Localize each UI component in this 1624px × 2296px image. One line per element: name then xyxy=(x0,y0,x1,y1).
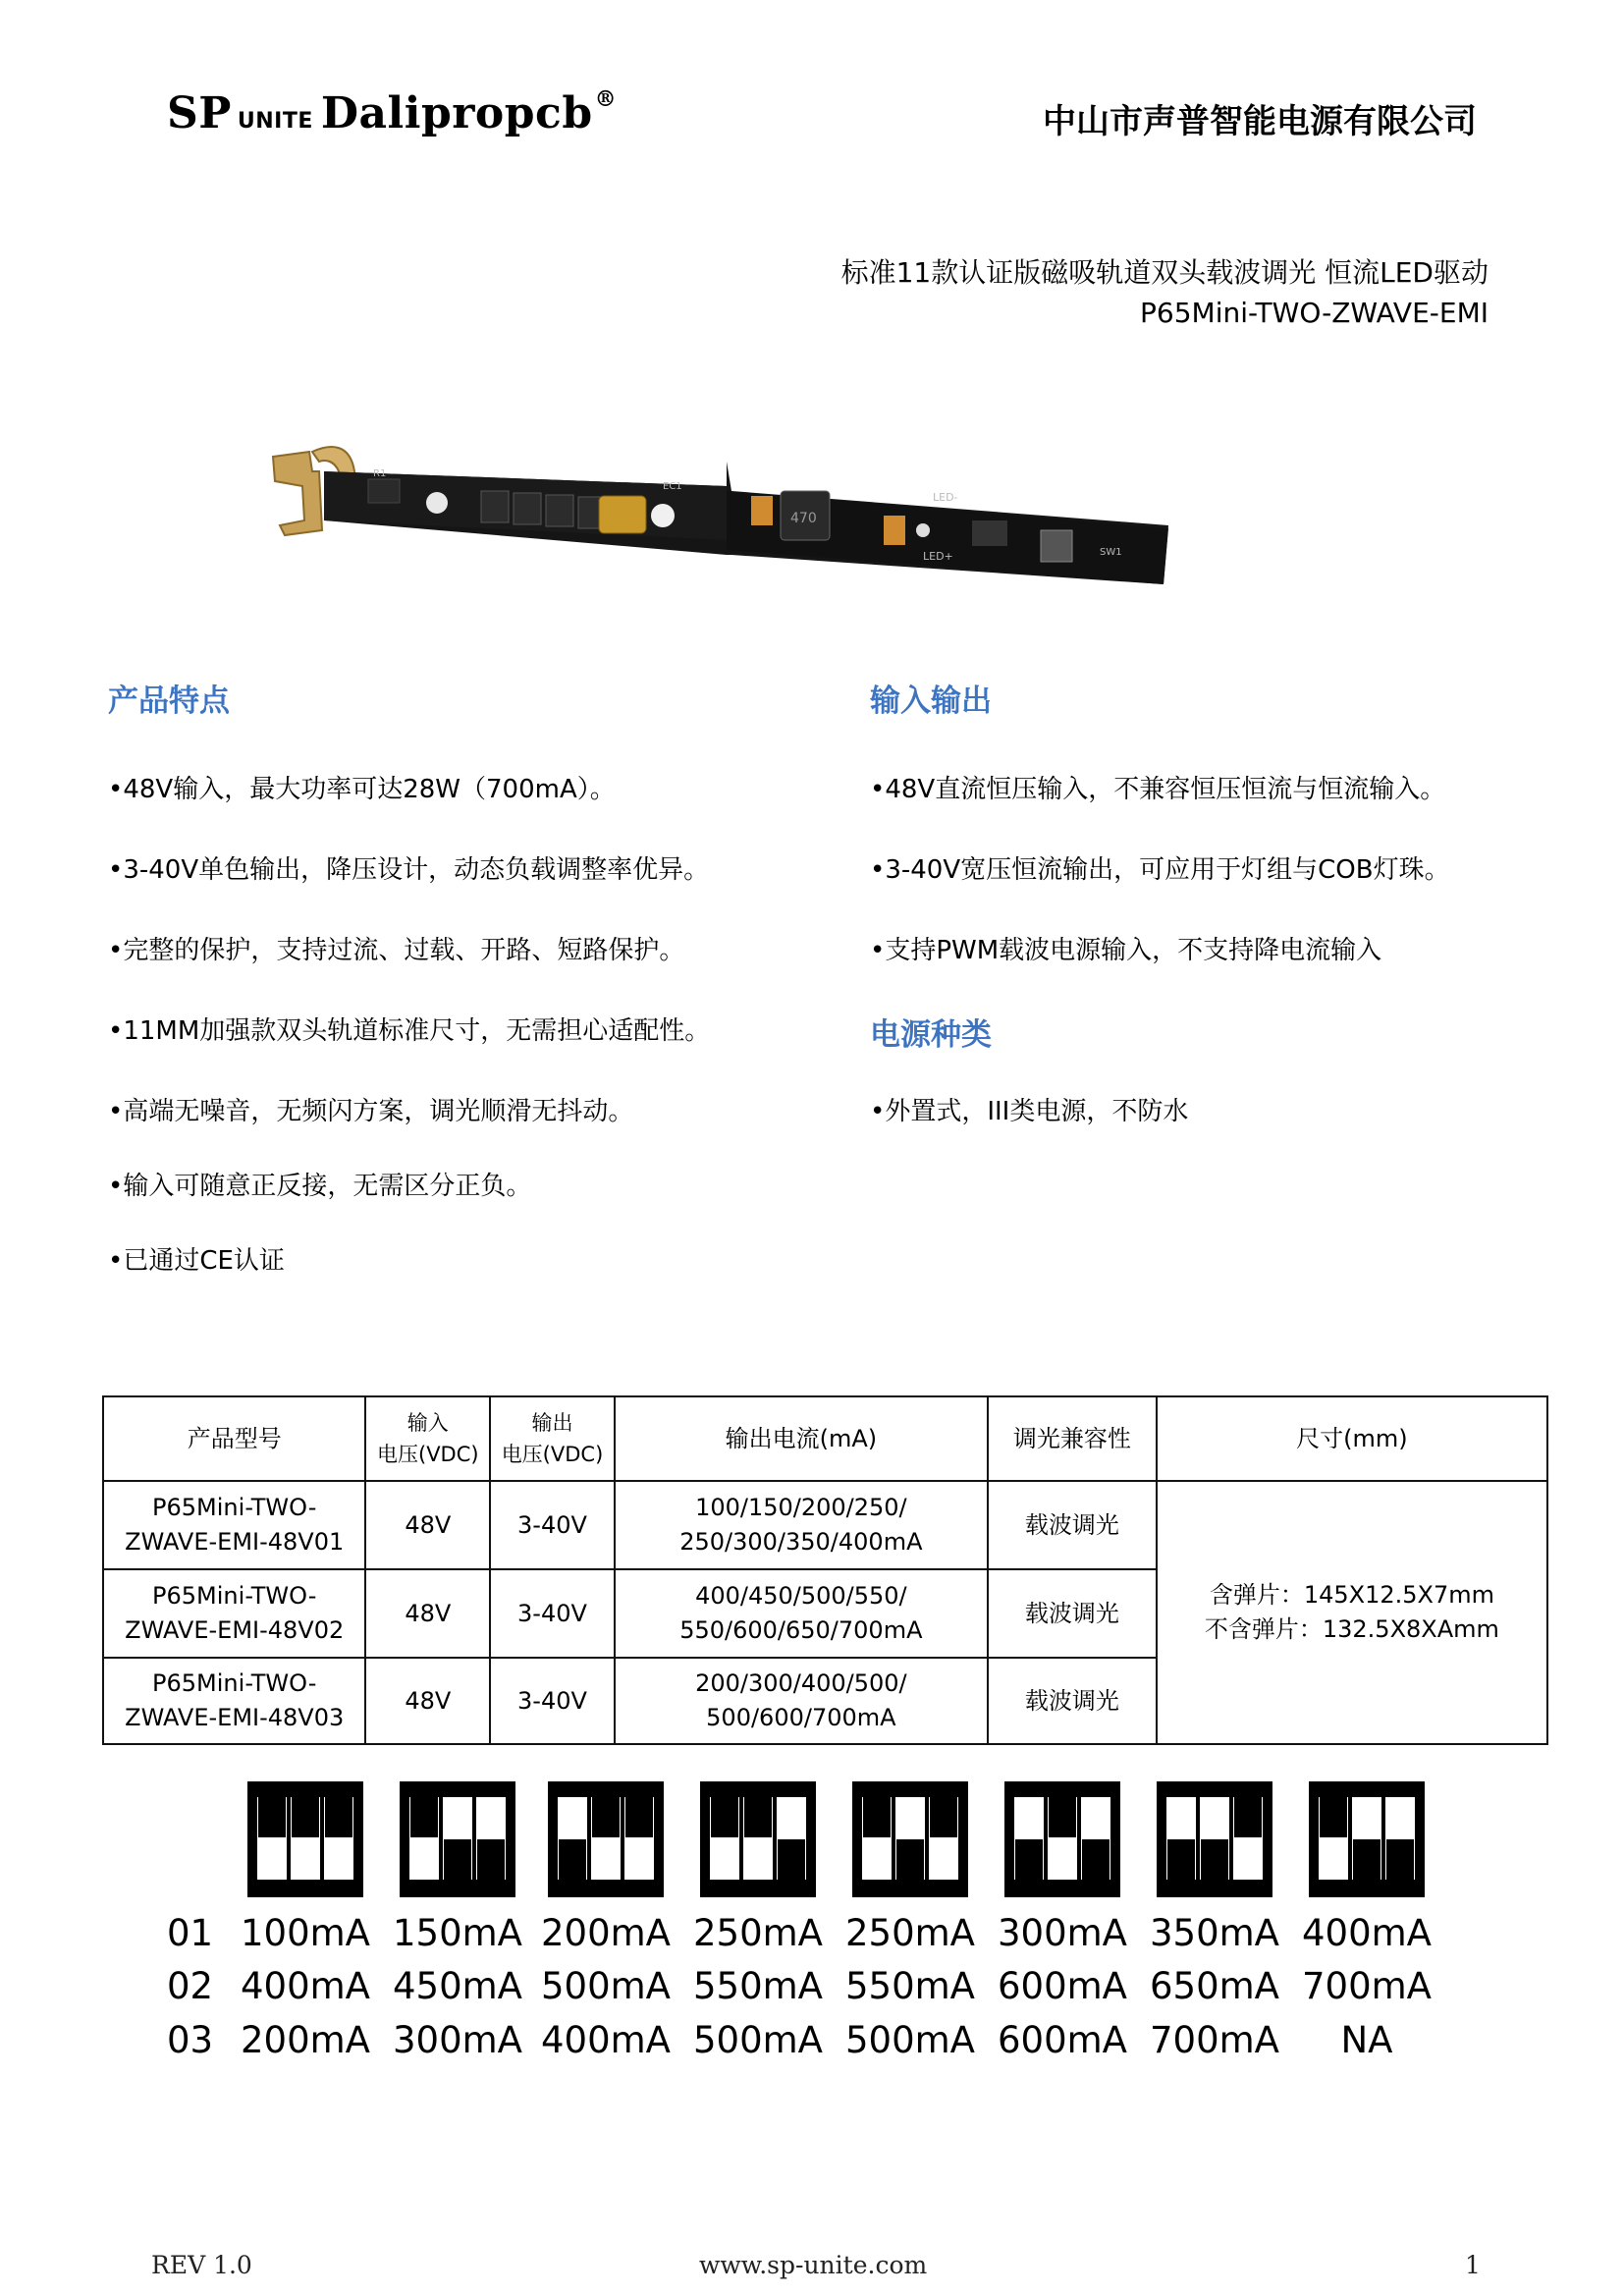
product-model: P65Mini-TWO-ZWAVE-EMI xyxy=(1140,297,1489,329)
dip-switch-diagram xyxy=(700,1781,816,1897)
header-size: 尺寸(mm) xyxy=(1157,1396,1547,1481)
logo-sp: SP xyxy=(167,88,232,138)
cell-vin: 48V xyxy=(365,1658,490,1744)
brand-logo xyxy=(167,86,617,138)
features-title: 产品特点 xyxy=(108,683,230,719)
power-type-item: •外置式，III类电源，不防水 xyxy=(870,1097,1189,1126)
feature-item: •48V输入，最大功率可达28W（700mA）。 xyxy=(108,775,616,804)
dip-switch-knob-up xyxy=(1049,1797,1076,1837)
dip-switch-knob-down xyxy=(1386,1839,1414,1880)
dip-switch-knob-down xyxy=(778,1839,805,1880)
cell-vin: 48V xyxy=(365,1481,490,1569)
dip-switch-knob-up xyxy=(863,1797,891,1837)
io-item: •支持PWM载波电源输入，不支持降电流输入 xyxy=(870,936,1382,965)
dip-current-value: 300mA xyxy=(393,2019,522,2061)
feature-item: •输入可随意正反接，无需区分正负。 xyxy=(108,1172,532,1201)
cell-vout: 3-40V xyxy=(490,1658,615,1744)
board-silk-sw1: SW1 xyxy=(1100,547,1122,558)
dip-switch-knob-down xyxy=(1082,1839,1110,1880)
io-item: •48V直流恒压输入，不兼容恒压恒流与恒流输入。 xyxy=(870,775,1446,804)
dip-current-value: 400mA xyxy=(541,2019,671,2061)
product-title: 标准11款认证版磁吸轨道双头载波调光 恒流LED驱动 xyxy=(840,256,1489,289)
dip-switch-lever xyxy=(1352,1797,1381,1880)
cell-vin: 48V xyxy=(365,1569,490,1658)
dip-switch-diagram xyxy=(852,1781,968,1897)
dip-current-value: 500mA xyxy=(845,2019,975,2061)
cell-model: P65Mini-TWO- ZWAVE-EMI-48V03 xyxy=(103,1658,365,1744)
logo-brand: Dalipropcb xyxy=(320,88,593,138)
dip-switch-knob-down xyxy=(444,1839,471,1880)
inductor-label: 470 xyxy=(790,511,817,526)
dip-current-value: 450mA xyxy=(393,1965,522,2007)
dip-switch-lever xyxy=(1166,1797,1196,1880)
dip-switch-knob-up xyxy=(625,1797,653,1837)
dip-switch-knob-down xyxy=(1167,1839,1195,1880)
board-silk-led-plus: LED+ xyxy=(923,550,953,563)
dip-switch-lever xyxy=(1014,1797,1044,1880)
dip-switch-knob-down xyxy=(896,1839,924,1880)
dip-switch-knob-up xyxy=(592,1797,620,1837)
dip-current-value: NA xyxy=(1340,2019,1393,2061)
dip-switch-knob-up xyxy=(325,1797,352,1837)
dip-current-value: 200mA xyxy=(541,1912,671,1954)
dip-current-value: 150mA xyxy=(393,1912,522,1954)
dip-current-value: 600mA xyxy=(998,1965,1127,2007)
dip-current-value: 350mA xyxy=(1150,1912,1279,1954)
dip-switch-diagram xyxy=(400,1781,515,1897)
dip-switch-lever xyxy=(710,1797,739,1880)
dip-switch-knob-down xyxy=(1015,1839,1043,1880)
company-name: 中山市声普智能电源有限公司 xyxy=(1043,102,1477,141)
dip-switch-diagram xyxy=(548,1781,664,1897)
header-dimming: 调光兼容性 xyxy=(988,1396,1157,1481)
dip-current-value: 200mA xyxy=(241,2019,370,2061)
spec-table xyxy=(102,1395,1548,1745)
dip-switch-lever xyxy=(558,1797,587,1880)
header-model: 产品型号 xyxy=(103,1396,365,1481)
dip-switch-lever xyxy=(591,1797,621,1880)
cell-vout: 3-40V xyxy=(490,1481,615,1569)
dip-switch-lever xyxy=(1081,1797,1110,1880)
io-item: •3-40V宽压恒流输出，可应用于灯组与COB灯珠。 xyxy=(870,855,1450,885)
dip-switch-lever xyxy=(476,1797,506,1880)
dip-current-value: 700mA xyxy=(1150,2019,1279,2061)
dip-switch-diagram xyxy=(1309,1781,1425,1897)
footer-page-number: 1 xyxy=(1465,2251,1481,2279)
feature-item: •完整的保护，支持过流、过载、开路、短路保护。 xyxy=(108,936,685,965)
dip-current-value: 250mA xyxy=(845,1912,975,1954)
dip-switch-knob-up xyxy=(410,1797,438,1837)
dip-switch-lever xyxy=(324,1797,353,1880)
dip-switch-knob-up xyxy=(930,1797,957,1837)
dip-switch-knob-down xyxy=(559,1839,586,1880)
table-row xyxy=(103,1481,1547,1569)
io-title: 输入输出 xyxy=(870,683,992,719)
dip-row-label: 03 xyxy=(167,2019,214,2061)
dip-row-label: 02 xyxy=(167,1965,214,2007)
board-silk-led-minus: LED- xyxy=(933,491,958,504)
cell-current: 100/150/200/250/ 250/300/350/400mA xyxy=(615,1481,988,1569)
dip-current-value: 500mA xyxy=(541,1965,671,2007)
footer-website[interactable]: www.sp-unite.com xyxy=(699,2251,928,2279)
header-current: 输出电流(mA) xyxy=(615,1396,988,1481)
cell-current: 200/300/400/500/ 500/600/700mA xyxy=(615,1658,988,1744)
dip-switch-lever xyxy=(291,1797,320,1880)
power-type-title: 电源种类 xyxy=(870,1017,992,1053)
dip-switch-lever xyxy=(1233,1797,1263,1880)
dip-current-value: 600mA xyxy=(998,2019,1127,2061)
dip-current-value: 400mA xyxy=(241,1965,370,2007)
dip-switch-lever xyxy=(743,1797,773,1880)
product-board-image xyxy=(265,432,1208,609)
dip-switch-lever xyxy=(862,1797,892,1880)
dip-switch-knob-up xyxy=(1320,1797,1347,1837)
dip-current-value: 550mA xyxy=(693,1965,823,2007)
dip-switch-knob-up xyxy=(1234,1797,1262,1837)
dip-switch-lever xyxy=(409,1797,439,1880)
cell-vout: 3-40V xyxy=(490,1569,615,1658)
dip-switch-knob-up xyxy=(258,1797,286,1837)
dip-current-value: 100mA xyxy=(241,1912,370,1954)
dip-switch-knob-up xyxy=(711,1797,738,1837)
cell-model: P65Mini-TWO- ZWAVE-EMI-48V02 xyxy=(103,1569,365,1658)
dip-current-value: 700mA xyxy=(1302,1965,1432,2007)
feature-item: •已通过CE认证 xyxy=(108,1246,285,1276)
cell-size: 含弹片：145X12.5X7mm 不含弹片：132.5X8XAmm xyxy=(1157,1481,1547,1744)
dip-switch-diagram xyxy=(1004,1781,1120,1897)
dip-switch-lever xyxy=(895,1797,925,1880)
board-silk-ec1: EC1 xyxy=(663,481,682,492)
feature-item: •高端无噪音，无频闪方案，调光顺滑无抖动。 xyxy=(108,1097,634,1126)
dip-current-value: 300mA xyxy=(998,1912,1127,1954)
dip-switch-lever xyxy=(1200,1797,1229,1880)
dip-switch-knob-down xyxy=(1201,1839,1228,1880)
dip-row-label: 01 xyxy=(167,1912,214,1954)
dip-switch-lever xyxy=(257,1797,287,1880)
dip-switch-lever xyxy=(1048,1797,1077,1880)
dip-switch-lever xyxy=(443,1797,472,1880)
footer-revision: REV 1.0 xyxy=(151,2251,252,2279)
dip-current-value: 500mA xyxy=(693,2019,823,2061)
dip-current-value: 650mA xyxy=(1150,1965,1279,2007)
table-header-row xyxy=(103,1396,1547,1481)
dip-switch-lever xyxy=(777,1797,806,1880)
dip-current-value: 550mA xyxy=(845,1965,975,2007)
cell-model: P65Mini-TWO- ZWAVE-EMI-48V01 xyxy=(103,1481,365,1569)
cell-current: 400/450/500/550/ 550/600/650/700mA xyxy=(615,1569,988,1658)
dip-switch-diagram xyxy=(247,1781,363,1897)
dip-switch-knob-up xyxy=(292,1797,319,1837)
dip-switch-knob-down xyxy=(1353,1839,1380,1880)
dip-current-value: 250mA xyxy=(693,1912,823,1954)
header-vin: 输入 电压(VDC) xyxy=(365,1396,490,1481)
cell-dimming: 载波调光 xyxy=(988,1658,1157,1744)
dip-switch-knob-up xyxy=(744,1797,772,1837)
logo-registered-mark: ® xyxy=(594,86,618,112)
board-silk-r1: R1 xyxy=(373,468,387,479)
logo-unite: UNITE xyxy=(237,109,313,134)
feature-item: •11MM加强款双头轨道标准尺寸，无需担心适配性。 xyxy=(108,1016,711,1046)
dip-switch-diagram xyxy=(1157,1781,1272,1897)
dip-switch-lever xyxy=(1385,1797,1415,1880)
dip-current-value: 400mA xyxy=(1302,1912,1432,1954)
header-vout: 输出 电压(VDC) xyxy=(490,1396,615,1481)
dip-switch-lever xyxy=(1319,1797,1348,1880)
cell-dimming: 载波调光 xyxy=(988,1569,1157,1658)
feature-item: •3-40V单色输出，降压设计，动态负载调整率优异。 xyxy=(108,855,710,885)
dip-switch-knob-down xyxy=(477,1839,505,1880)
dip-switch-lever xyxy=(929,1797,958,1880)
dip-switch-lever xyxy=(624,1797,654,1880)
cell-dimming: 载波调光 xyxy=(988,1481,1157,1569)
